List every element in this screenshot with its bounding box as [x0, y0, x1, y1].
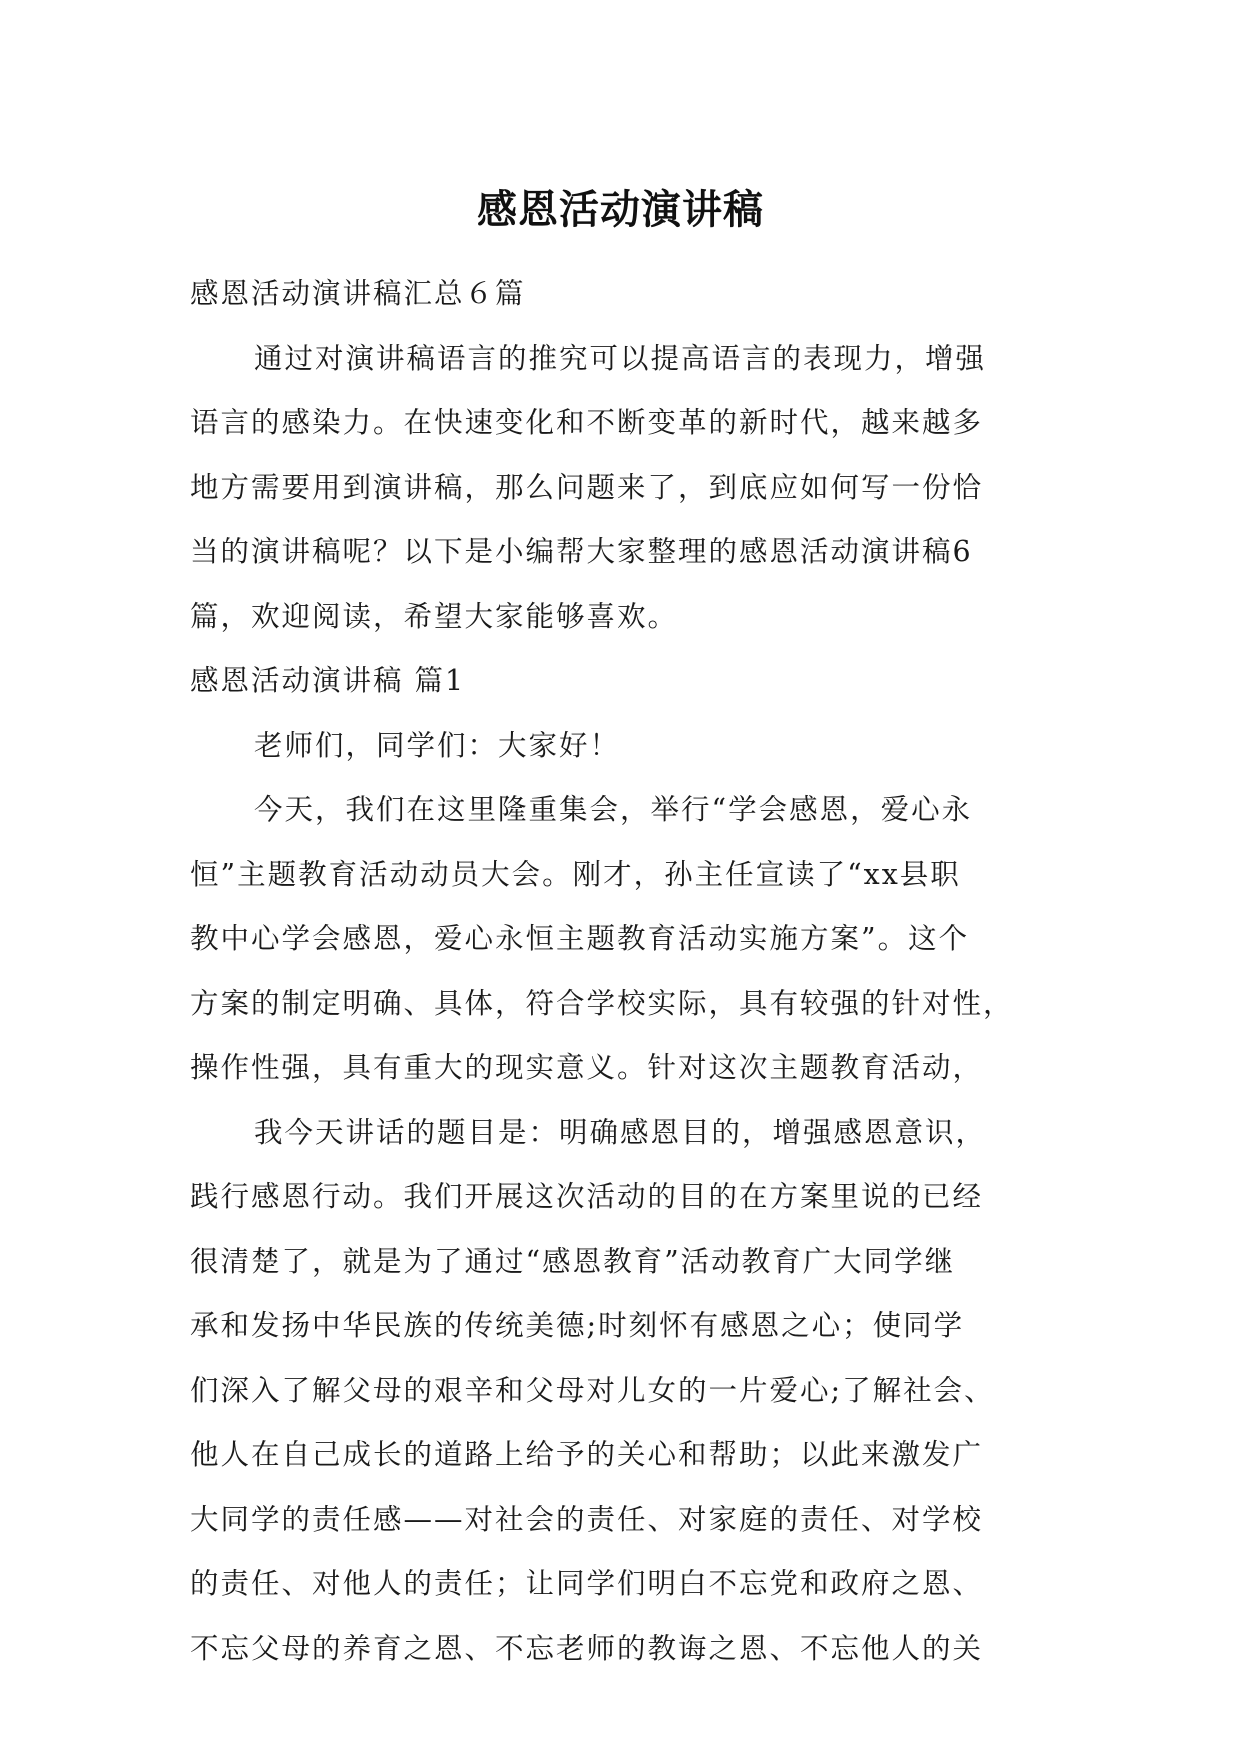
body-line: 们深入了解父母的艰辛和父母对儿女的一片爱心;了解社会、: [190, 1373, 995, 1407]
body-line: 践行感恩行动。我们开展这次活动的目的在方案里说的已经: [190, 1180, 984, 1213]
body-line: 通过对演讲稿语言的推究可以提高语言的表现力，增强: [254, 341, 987, 375]
body-line: 地方需要用到演讲稿，那么问题来了，到底应如何写一份恰: [190, 470, 984, 504]
body-line: 篇，欢迎阅读，希望大家能够喜欢。: [190, 599, 679, 633]
body-line: 当的演讲稿呢？以下是小编帮大家整理的感恩活动演讲稿6: [190, 535, 973, 568]
body-line-subtitle: 感恩活动演讲稿汇总６篇: [190, 277, 526, 310]
document-title: 感恩活动演讲稿: [477, 185, 764, 233]
section-heading: 感恩活动演讲稿 篇1: [190, 664, 466, 697]
body-line: 承和发扬中华民族的传统美德;时刻怀有感恩之心；使同学: [190, 1309, 965, 1342]
document-body: [190, 262, 1070, 1681]
body-line: 今天，我们在这里隆重集会，举行“学会感恩，爱心永: [254, 793, 973, 826]
body-line: 操作性强，具有重大的现实意义。针对这次主题教育活动，: [190, 1051, 984, 1084]
body-line: 不忘父母的养育之恩、不忘老师的教诲之恩、不忘他人的关: [190, 1631, 984, 1665]
body-line: 教中心学会感恩，爱心永恒主题教育活动实施方案”。这个: [190, 922, 970, 955]
body-line: 的责任、对他人的责任；让同学们明白不忘党和政府之恩、: [190, 1567, 984, 1600]
body-line: 大同学的责任感——对社会的责任、对家庭的责任、对学校: [190, 1502, 984, 1536]
body-line: 他人在自己成长的道路上给予的关心和帮助；以此来激发广: [190, 1438, 984, 1471]
body-line: 语言的感染力。在快速变化和不断变革的新时代，越来越多: [190, 406, 984, 439]
body-line: 我今天讲话的题目是：明确感恩目的，增强感恩意识，: [254, 1115, 987, 1149]
body-line-greeting: 老师们，同学们：大家好！: [254, 728, 621, 762]
body-line: 恒”主题教育活动动员大会。刚才，孙主任宣读了“xx县职: [190, 857, 961, 891]
body-line: 很清楚了，就是为了通过“感恩教育”活动教育广大同学继: [190, 1244, 956, 1278]
body-line: 方案的制定明确、具体，符合学校实际，具有较强的针对性，: [190, 986, 1014, 1020]
